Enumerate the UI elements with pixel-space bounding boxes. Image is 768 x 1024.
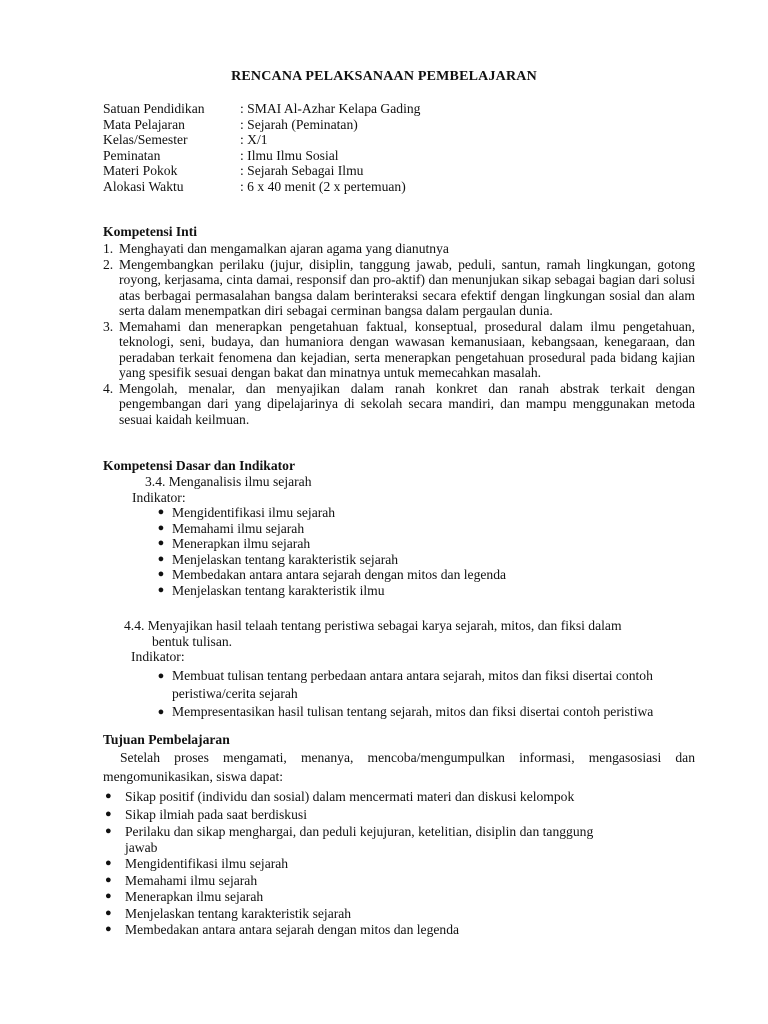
item-text: Menjelaskan tentang karakteristik sejarah [125, 905, 352, 921]
item-number: 1. [103, 241, 114, 256]
identity-label: Alokasi Waktu [103, 178, 184, 194]
kd-title-continued: bentuk tulisan. [152, 633, 233, 649]
list-item [103, 806, 695, 823]
identity-table [103, 101, 420, 194]
list-item [150, 703, 704, 721]
identity-row [103, 163, 420, 179]
list-item [103, 824, 695, 855]
identity-value: : Sejarah Sebagai Ilmu [240, 163, 364, 178]
item-text: Memahami dan menerapkan pengetahuan faktual, konseptual, prosedural dalam ilmu pengetahuan, teknologi, seni, budaya, dan humaniora dengan wawasan kemanusiaan, kebangsaan, kenegaraan, dan peradaban terkait fenomena dan kejadian, serta menerapkan pengetahuan prosedural pada bidang kajian yang spesifik sesuai dengan bakat dan minatnya untuk memecahkan masalah. [119, 318, 695, 380]
list-item [150, 505, 701, 521]
list-item [103, 889, 695, 905]
list-item [103, 241, 695, 257]
item-text: Menjelaskan tentang karakteristik sejarah [172, 551, 399, 567]
kompetensi-dasar-heading: Kompetensi Dasar dan Indikator [103, 458, 295, 473]
item-text: Menjelaskan tentang karakteristik ilmu [172, 582, 385, 598]
bullet-icon: ● [105, 808, 112, 820]
identity-label: Kelas/Semester [103, 132, 188, 147]
indikator-label: Indikator: [132, 489, 186, 505]
list-item [103, 922, 695, 938]
item-text: Menghayati dan mengamalkan ajaran agama yang dianutnya [119, 241, 449, 256]
item-number: 2. [103, 256, 114, 272]
identity-row [103, 148, 420, 164]
item-text: Membuat tulisan tentang perbedaan antara antara sejarah, mitos dan fiksi disertai contoh peristiwa/cerita sejarah [172, 667, 653, 701]
item-text: Mengidentifikasi ilmu sejarah [125, 856, 289, 871]
kd-title: 3.4. Menganalisis ilmu sejarah [145, 474, 312, 489]
list-item [103, 381, 695, 428]
bullet-icon: ● [157, 568, 165, 580]
list-item [150, 552, 701, 568]
item-text: Memahami ilmu sejarah [172, 520, 305, 536]
bullet-icon: ● [105, 790, 112, 802]
kompetensi-inti-heading: Kompetensi Inti [103, 224, 198, 239]
list-item [150, 567, 701, 583]
item-text: Membedakan antara antara sejarah dengan mitos dan legenda [125, 922, 460, 937]
bullet-icon: ● [157, 506, 165, 518]
kd-title: 4.4. Menyajikan hasil telaah tentang peristiwa sebagai karya sejarah, mitos, dan fiksi dalam [124, 618, 622, 633]
identity-value: : Ilmu Ilmu Sosial [240, 147, 339, 163]
tujuan-heading: Tujuan Pembelajaran [103, 732, 230, 747]
bullet-icon: ● [157, 669, 165, 682]
item-text: Mengidentifikasi ilmu sejarah [172, 505, 336, 520]
item-text: Menerapkan ilmu sejarah [172, 536, 311, 551]
identity-row [103, 132, 420, 148]
indikator-label: Indikator: [131, 649, 185, 664]
identity-row [103, 101, 420, 117]
identity-value: : 6 x 40 menit (2 x pertemuan) [240, 178, 406, 194]
bullet-icon: ● [105, 825, 112, 837]
kompetensi-inti-list [103, 241, 695, 427]
bullet-icon: ● [157, 705, 165, 718]
indikator-list [131, 505, 701, 598]
bullet-icon: ● [105, 857, 112, 869]
list-item [150, 583, 701, 599]
list-item [150, 667, 704, 703]
item-text: Sikap positif (individu dan sosial) dalam mencermati materi dan diskusi kelompok [125, 789, 575, 804]
item-text: Menerapkan ilmu sejarah [125, 889, 264, 904]
list-item [103, 788, 695, 805]
tujuan-block [103, 748, 695, 938]
kd-4-4-block [124, 618, 704, 721]
bullet-icon: ● [105, 873, 112, 886]
identity-label: Satuan Pendidikan [103, 101, 205, 116]
list-item [150, 521, 701, 537]
item-text: Membedakan antara antara sejarah dengan mitos dan legenda [172, 567, 507, 582]
list-item [103, 873, 695, 889]
item-text: Mempresentasikan hasil tulisan tentang sejarah, mitos dan fiksi disertai contoh peristiwa [172, 703, 654, 719]
list-item [103, 906, 695, 922]
tujuan-intro: Setelah proses mengamati, menanya, mencoba/mengumpulkan informasi, mengasosiasi dan mengomunikasikan, siswa dapat: [103, 750, 695, 784]
item-number: 4. [103, 380, 114, 396]
kd-3-4-block [131, 474, 701, 598]
identity-label: Materi Pokok [103, 163, 178, 178]
bullet-icon: ● [105, 906, 112, 919]
bullet-icon: ● [157, 552, 165, 565]
identity-label: Peminatan [103, 147, 161, 163]
bullet-icon: ● [105, 890, 112, 902]
item-text: Mengolah, menalar, dan menyajikan dalam ranah konkret dan ranah abstrak terkait dengan pengembangan dari yang dipelajarinya di sekolah secara mandiri, dan mampu menggunakan metoda sesuai kaidah keilmuan. [119, 380, 695, 427]
item-text: Memahami ilmu sejarah [125, 872, 258, 888]
identity-value: : X/1 [240, 132, 268, 147]
item-text: Perilaku dan sikap menghargai, dan peduli kejujuran, ketelitian, disiplin dan tanggung jawab [125, 824, 594, 855]
list-item [103, 856, 695, 872]
list-item [103, 257, 695, 319]
list-item [103, 319, 695, 381]
identity-value: : SMAI Al-Azhar Kelapa Gading [240, 101, 421, 116]
identity-value: : Sejarah (Peminatan) [240, 116, 358, 132]
identity-row [103, 179, 420, 195]
item-text: Sikap ilmiah pada saat berdiskusi [125, 807, 307, 822]
bullet-icon: ● [105, 923, 112, 935]
item-text: Mengembangkan perilaku (jujur, disiplin, tanggung jawab, peduli, santun, ramah lingkungan, gotong royong, kerjasama, cinta damai, responsif dan pro-aktif) dan menunjukan sikap sebagai bagian dari solusi atas berbagai permasalahan bangsa dalam berinteraksi secara efektif dengan lingkungan sosial dan alam serta dalam menempatkan diri sebagai cerminan bangsa dalam pergaulan dunia. [119, 256, 695, 318]
tujuan-list [103, 788, 695, 938]
page-title: RENCANA PELAKSANAAN PEMBELAJARAN [231, 69, 537, 84]
bullet-icon: ● [157, 521, 165, 534]
item-number: 3. [103, 318, 114, 334]
identity-row [103, 117, 420, 133]
list-item [150, 536, 701, 552]
bullet-icon: ● [157, 583, 165, 596]
bullet-icon: ● [157, 537, 165, 549]
indikator-list [124, 667, 704, 721]
identity-label: Mata Pelajaran [103, 116, 185, 132]
